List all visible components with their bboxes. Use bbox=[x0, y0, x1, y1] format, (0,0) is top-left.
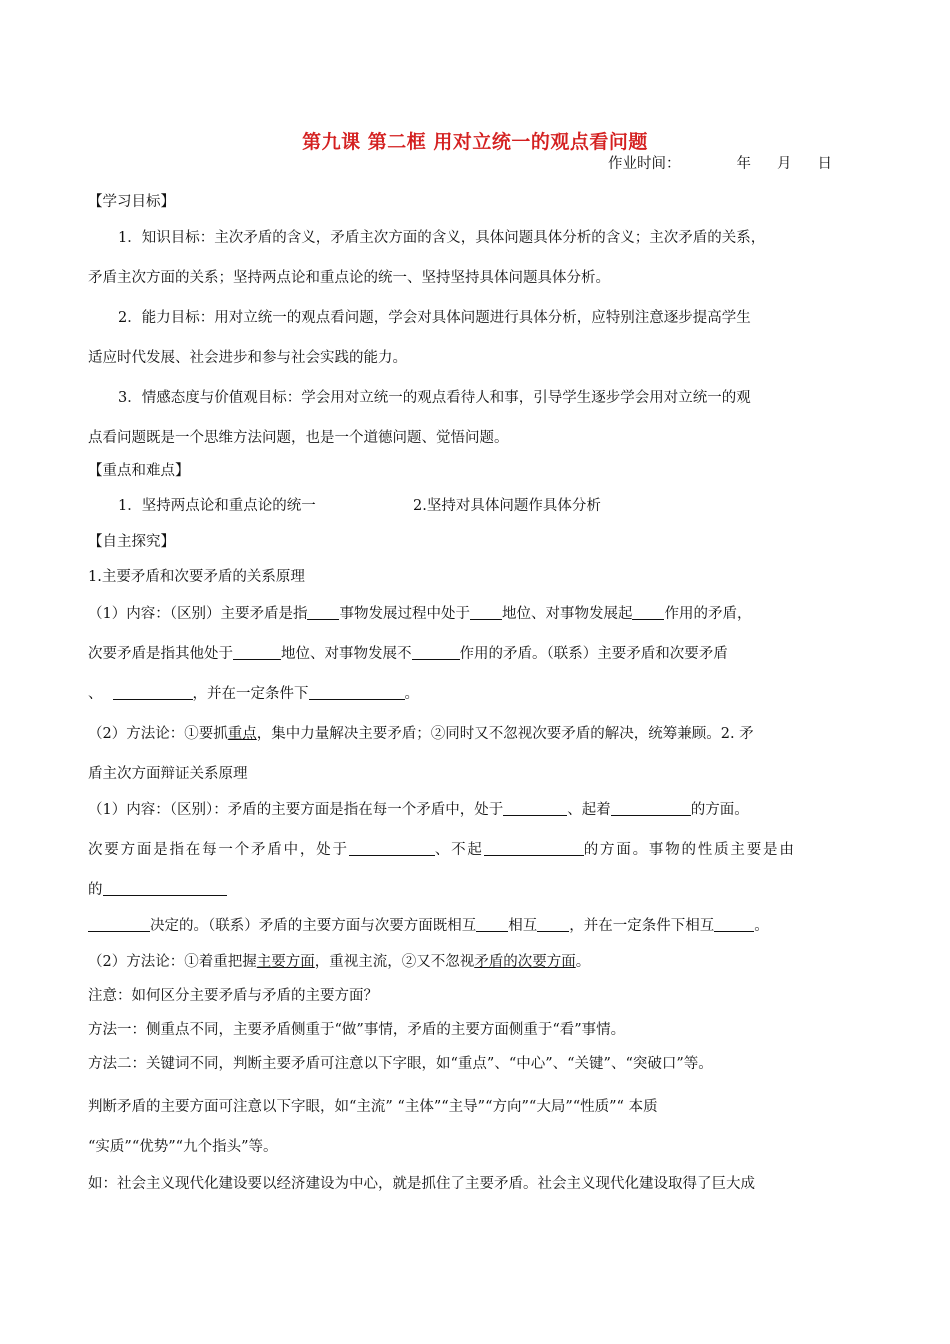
answer-blank[interactable] bbox=[470, 605, 502, 620]
answer-blank[interactable] bbox=[503, 801, 567, 816]
key-point-2: 2.坚持对具体问题作具体分析 bbox=[413, 498, 601, 514]
section-1-method: （2）方法论：①要抓重点，集中力量解决主要矛盾；②同时又不忽视次要矛盾的解决，统筹兼顾。2. 矛 bbox=[88, 726, 754, 742]
objective-3-line-1: 3．情感态度与价值观目标：学会用对立统一的观点看待人和事，引导学生逐步学会用对立统一的观 bbox=[118, 390, 751, 406]
answer-blank[interactable] bbox=[484, 841, 584, 856]
section-1-content-line-2: 次要矛盾是指其他处于 地位、对事物发展不 作用的矛盾。（联系）主要矛盾和次要矛盾 bbox=[88, 646, 728, 662]
answer-blank[interactable] bbox=[88, 917, 150, 932]
key-point-1: 1．坚持两点论和重点论的统一 bbox=[118, 498, 316, 514]
key-points-header: 【重点和难点】 bbox=[88, 463, 190, 479]
answer-blank[interactable] bbox=[537, 917, 569, 932]
example-line: 如：社会主义现代化建设要以经济建设为中心，就是抓住了主要矛盾。社会主义现代化建设取得了巨大成 bbox=[88, 1176, 755, 1192]
method-2-line: 方法二：关键词不同，判断主要矛盾可注意以下字眼，如“重点”、“中心”、“关键”、“突破口”等。 bbox=[88, 1056, 713, 1072]
answer-blank[interactable] bbox=[103, 881, 227, 896]
homework-label: 作业时间： bbox=[608, 156, 681, 172]
section-2-title: 盾主次方面辩证关系原理 bbox=[88, 766, 248, 782]
page-title: 第九课 第二框 用对立统一的观点看问题 bbox=[302, 131, 648, 153]
answer-blank[interactable] bbox=[309, 685, 405, 700]
objective-2-line-2: 适应时代发展、社会进步和参与社会实践的能力。 bbox=[88, 350, 407, 366]
section-2-content-line-2: 次要方面是指在每一个矛盾中，处于 、不起 的方面。事物的性质主要是由 bbox=[88, 842, 796, 858]
answer-blank[interactable] bbox=[632, 605, 664, 620]
answer-blank[interactable] bbox=[113, 685, 193, 700]
method-2-continued-line: 判断矛盾的主要方面可注意以下字眼，如“主流” “主体”“主导”“方向”“大局”“性质”“ 本质 bbox=[88, 1099, 658, 1115]
section-2-content-line-4: 决定的。（联系）矛盾的主要方面与次要方面既相互 相互 ，并在一定条件下相互 。 bbox=[88, 914, 769, 935]
note-line: 注意：如何区分主要矛盾与矛盾的主要方面？ bbox=[88, 988, 378, 1004]
answer-blank[interactable] bbox=[349, 841, 435, 856]
homework-day: 日 bbox=[817, 156, 832, 172]
objective-2-line-1: 2．能力目标：用对立统一的观点看问题，学会对具体问题进行具体分析，应特别注意逐步提高学生 bbox=[118, 310, 751, 326]
explore-header: 【自主探究】 bbox=[88, 534, 175, 550]
objective-1-line-2: 矛盾主次方面的关系；坚持两点论和重点论的统一、坚持坚持具体问题具体分析。 bbox=[88, 270, 610, 286]
objective-3-line-2: 点看问题既是一个思维方法问题，也是一个道德问题、觉悟问题。 bbox=[88, 430, 509, 446]
section-1-title: 1.主要矛盾和次要矛盾的关系原理 bbox=[88, 569, 305, 585]
answer-blank[interactable] bbox=[476, 917, 508, 932]
method-2-keywords-line: “实质”“优势”“九个指头”等。 bbox=[88, 1139, 278, 1155]
section-2-method: （2）方法论：①着重把握主要方面，重视主流，②又不忽视矛盾的次要方面。 bbox=[88, 954, 591, 970]
method-1-line: 方法一：侧重点不同，主要矛盾侧重于“做”事情，矛盾的主要方面侧重于“看”事情。 bbox=[88, 1022, 626, 1038]
homework-year: 年 bbox=[736, 156, 751, 172]
homework-time bbox=[608, 152, 832, 173]
answer-blank[interactable] bbox=[233, 645, 281, 660]
homework-month: 月 bbox=[777, 156, 792, 172]
answer-blank[interactable] bbox=[611, 801, 691, 816]
objectives-header: 【学习目标】 bbox=[88, 194, 175, 210]
section-2-content-line-3: 的 bbox=[88, 878, 227, 899]
section-2-content-line-1: （1）内容：（区别）：矛盾的主要方面是指在每一个矛盾中，处于 、起着 的方面。 bbox=[88, 802, 749, 818]
answer-blank[interactable] bbox=[307, 605, 339, 620]
objective-1-line-1: 1．知识目标：主次矛盾的含义，矛盾主次方面的含义，具体问题具体分析的含义；主次矛盾的关系， bbox=[118, 230, 766, 246]
answer-blank[interactable] bbox=[714, 917, 754, 932]
section-1-content-line-3: 、 ，并在一定条件下 。 bbox=[88, 686, 419, 702]
answer-blank[interactable] bbox=[412, 645, 460, 660]
section-1-content-line-1: （1）内容：（区别）主要矛盾是指 事物发展过程中处于 地位、对事物发展起 作用的矛盾， bbox=[88, 606, 752, 622]
